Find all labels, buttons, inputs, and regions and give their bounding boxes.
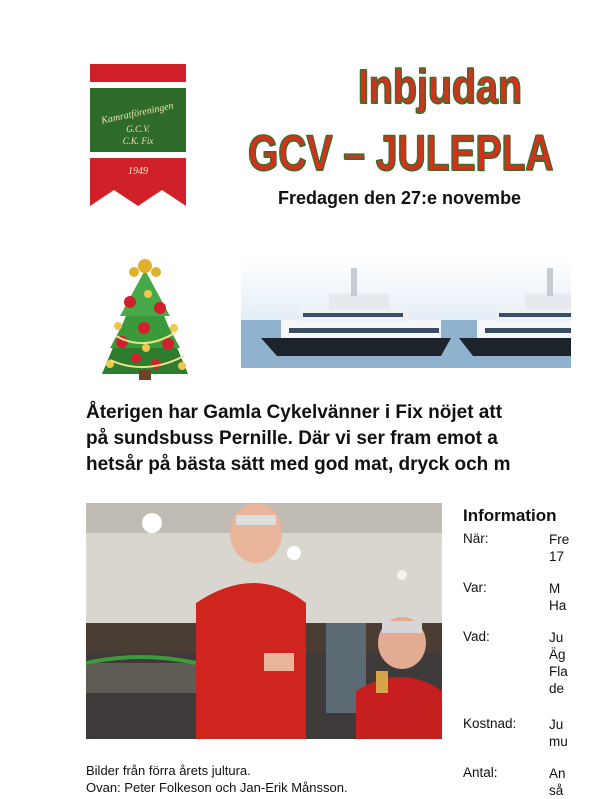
pennant-text-club: Kamratföreningen xyxy=(100,100,175,127)
christmas-tree-image xyxy=(86,252,204,382)
info-value-line: Ju xyxy=(549,717,564,732)
intro-line: Återigen har Gamla Cykelvänner i Fix nöjet att xyxy=(86,402,503,423)
info-value-line: så xyxy=(549,783,564,798)
ferry-boats-photo xyxy=(241,258,571,368)
info-value-where xyxy=(549,580,566,614)
info-value-line: de xyxy=(549,681,565,696)
info-value-line: Ha xyxy=(549,598,567,613)
info-value-line: M xyxy=(549,581,561,596)
info-value-line: Fre xyxy=(549,532,570,547)
info-label-count: Antal: xyxy=(463,765,498,780)
intro-paragraph xyxy=(86,400,606,478)
intro-line: på sundsbuss Pernille. Där vi ser fram emot a xyxy=(86,428,498,449)
club-pennant-logo xyxy=(88,64,188,210)
caption-line: Ovan: Peter Folkeson och Jan-Erik Månsson. xyxy=(86,780,348,795)
info-value-line: Fla xyxy=(549,664,568,679)
info-value-line: mu xyxy=(549,734,568,749)
party-photo xyxy=(86,503,442,739)
pennant-text-gcv: G.C.V. xyxy=(126,124,150,134)
info-value-when xyxy=(549,531,569,565)
pennant-year: 1949 xyxy=(128,166,148,177)
photo-caption xyxy=(86,762,348,796)
info-label-where: Var: xyxy=(463,580,487,595)
info-label-cost: Kostnad: xyxy=(463,716,517,731)
event-date: Fredagen den 27:e novembe xyxy=(278,188,522,208)
info-value-line: Ju xyxy=(549,630,564,645)
info-label-when: När: xyxy=(463,531,489,546)
intro-line: hetsår på bästa sätt med god mat, dryck och m xyxy=(86,454,511,475)
caption-line: Bilder från förra årets jultura. xyxy=(86,763,251,778)
info-value-what xyxy=(549,629,568,697)
pennant-text-ckfix: C.K. Fix xyxy=(122,136,154,146)
info-value-line: An xyxy=(549,766,566,781)
page-title-line1: Inbjudan xyxy=(358,61,522,114)
info-label-what: Vad: xyxy=(463,629,490,644)
page-title-line2: GCV – JULEPLA xyxy=(248,125,554,181)
info-value-count xyxy=(549,765,566,799)
info-value-cost xyxy=(549,716,568,750)
info-value-line: Äg xyxy=(549,647,566,662)
info-value-line: 17 xyxy=(549,549,565,564)
info-heading: Information xyxy=(463,506,557,525)
